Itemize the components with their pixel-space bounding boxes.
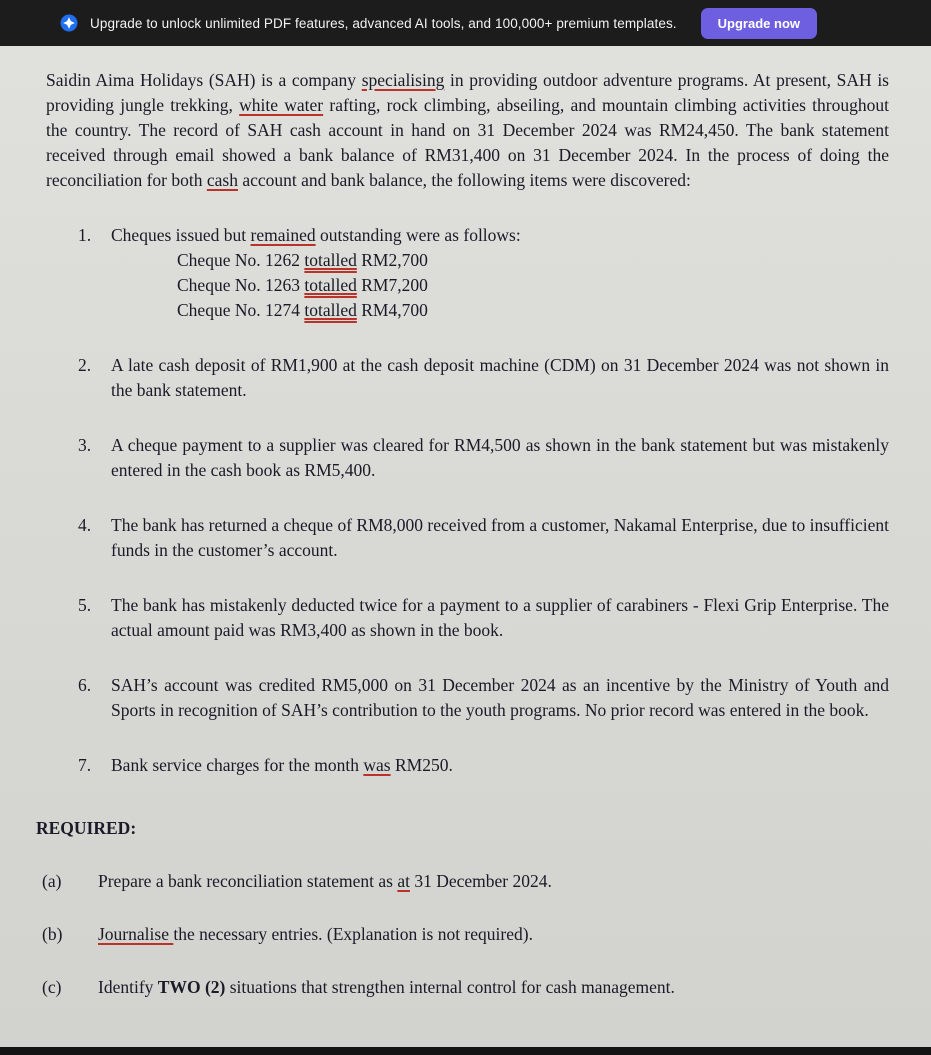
item-3-text: A cheque payment to a supplier was cleared for RM4,500 as shown in the bank statement but was mistakenly entered in the cash book as RM5,400.	[111, 435, 889, 480]
item-6-text: SAH’s account was credited RM5,000 on 31 December 2024 as an incentive by the Ministry of Youth and Sports in recognition of SAH’s contribution to the youth programs. No prior record was entered in the book.	[111, 675, 889, 720]
cheque-line-1: Cheque No. 1262 totalled RM2,700	[177, 250, 428, 270]
item-1-number: 1.	[78, 225, 92, 245]
task-a	[36, 869, 889, 894]
numbered-item-1	[78, 223, 889, 323]
gem-badge-icon	[60, 14, 78, 32]
task-b-label: (b)	[42, 924, 63, 944]
task-a-label: (a)	[42, 871, 62, 891]
item-4-text: The bank has returned a cheque of RM8,000 received from a customer, Nakamal Enterprise, due to insufficient funds in the customer’s account.	[111, 515, 889, 560]
numbered-item-7	[78, 753, 889, 778]
required-heading: REQUIRED:	[36, 818, 137, 838]
numbered-item-5	[78, 593, 889, 643]
upgrade-now-button[interactable]: Upgrade now	[701, 8, 817, 39]
task-a-text: Prepare a bank reconciliation statement as at 31 December 2024.	[98, 871, 552, 891]
document-page	[0, 46, 931, 1047]
cheque-line-2: Cheque No. 1263 totalled RM7,200	[177, 275, 428, 295]
item-4-number: 4.	[78, 515, 92, 535]
item-1-text: Cheques issued but remained outstanding were as follows:	[111, 225, 521, 245]
cheque-line-3: Cheque No. 1274 totalled RM4,700	[177, 300, 428, 320]
task-c-text: Identify TWO (2) situations that strengthen internal control for cash management.	[98, 977, 675, 997]
task-c-label: (c)	[42, 977, 62, 997]
task-c	[36, 975, 889, 1000]
item-5-number: 5.	[78, 595, 92, 615]
numbered-item-2	[78, 353, 889, 403]
cheque-list	[177, 248, 889, 323]
item-2-number: 2.	[78, 355, 92, 375]
item-3-number: 3.	[78, 435, 92, 455]
upgrade-banner	[0, 0, 931, 46]
upgrade-message: Upgrade to unlock unlimited PDF features, advanced AI tools, and 100,000+ premium templates.	[90, 15, 677, 31]
item-7-number: 7.	[78, 755, 92, 775]
page-bottom-edge	[0, 1047, 931, 1055]
numbered-item-3	[78, 433, 889, 483]
task-b	[36, 922, 889, 947]
numbered-item-4	[78, 513, 889, 563]
item-7-text: Bank service charges for the month was RM250.	[111, 755, 453, 775]
numbered-item-6	[78, 673, 889, 723]
task-b-text: Journalise the necessary entries. (Explanation is not required).	[98, 924, 533, 944]
item-6-number: 6.	[78, 675, 92, 695]
item-2-text: A late cash deposit of RM1,900 at the cash deposit machine (CDM) on 31 December 2024 was not shown in the bank statement.	[111, 355, 889, 400]
item-5-text: The bank has mistakenly deducted twice for a payment to a supplier of carabiners - Flexi Grip Enterprise. The actual amount paid was RM3,400 as shown in the book.	[111, 595, 889, 640]
intro-paragraph: Saidin Aima Holidays (SAH) is a company specialising in providing outdoor adventure programs. At present, SAH is providing jungle trekking, white water rafting, rock climbing, abseiling, and mountain climbing activities throughout the country. The record of SAH cash account in hand on 31 December 2024 was RM24,450. The bank statement received through email showed a bank balance of RM31,400 on 31 December 2024. In the process of doing the reconciliation for both cash account and bank balance, the following items were discovered:	[46, 70, 889, 190]
